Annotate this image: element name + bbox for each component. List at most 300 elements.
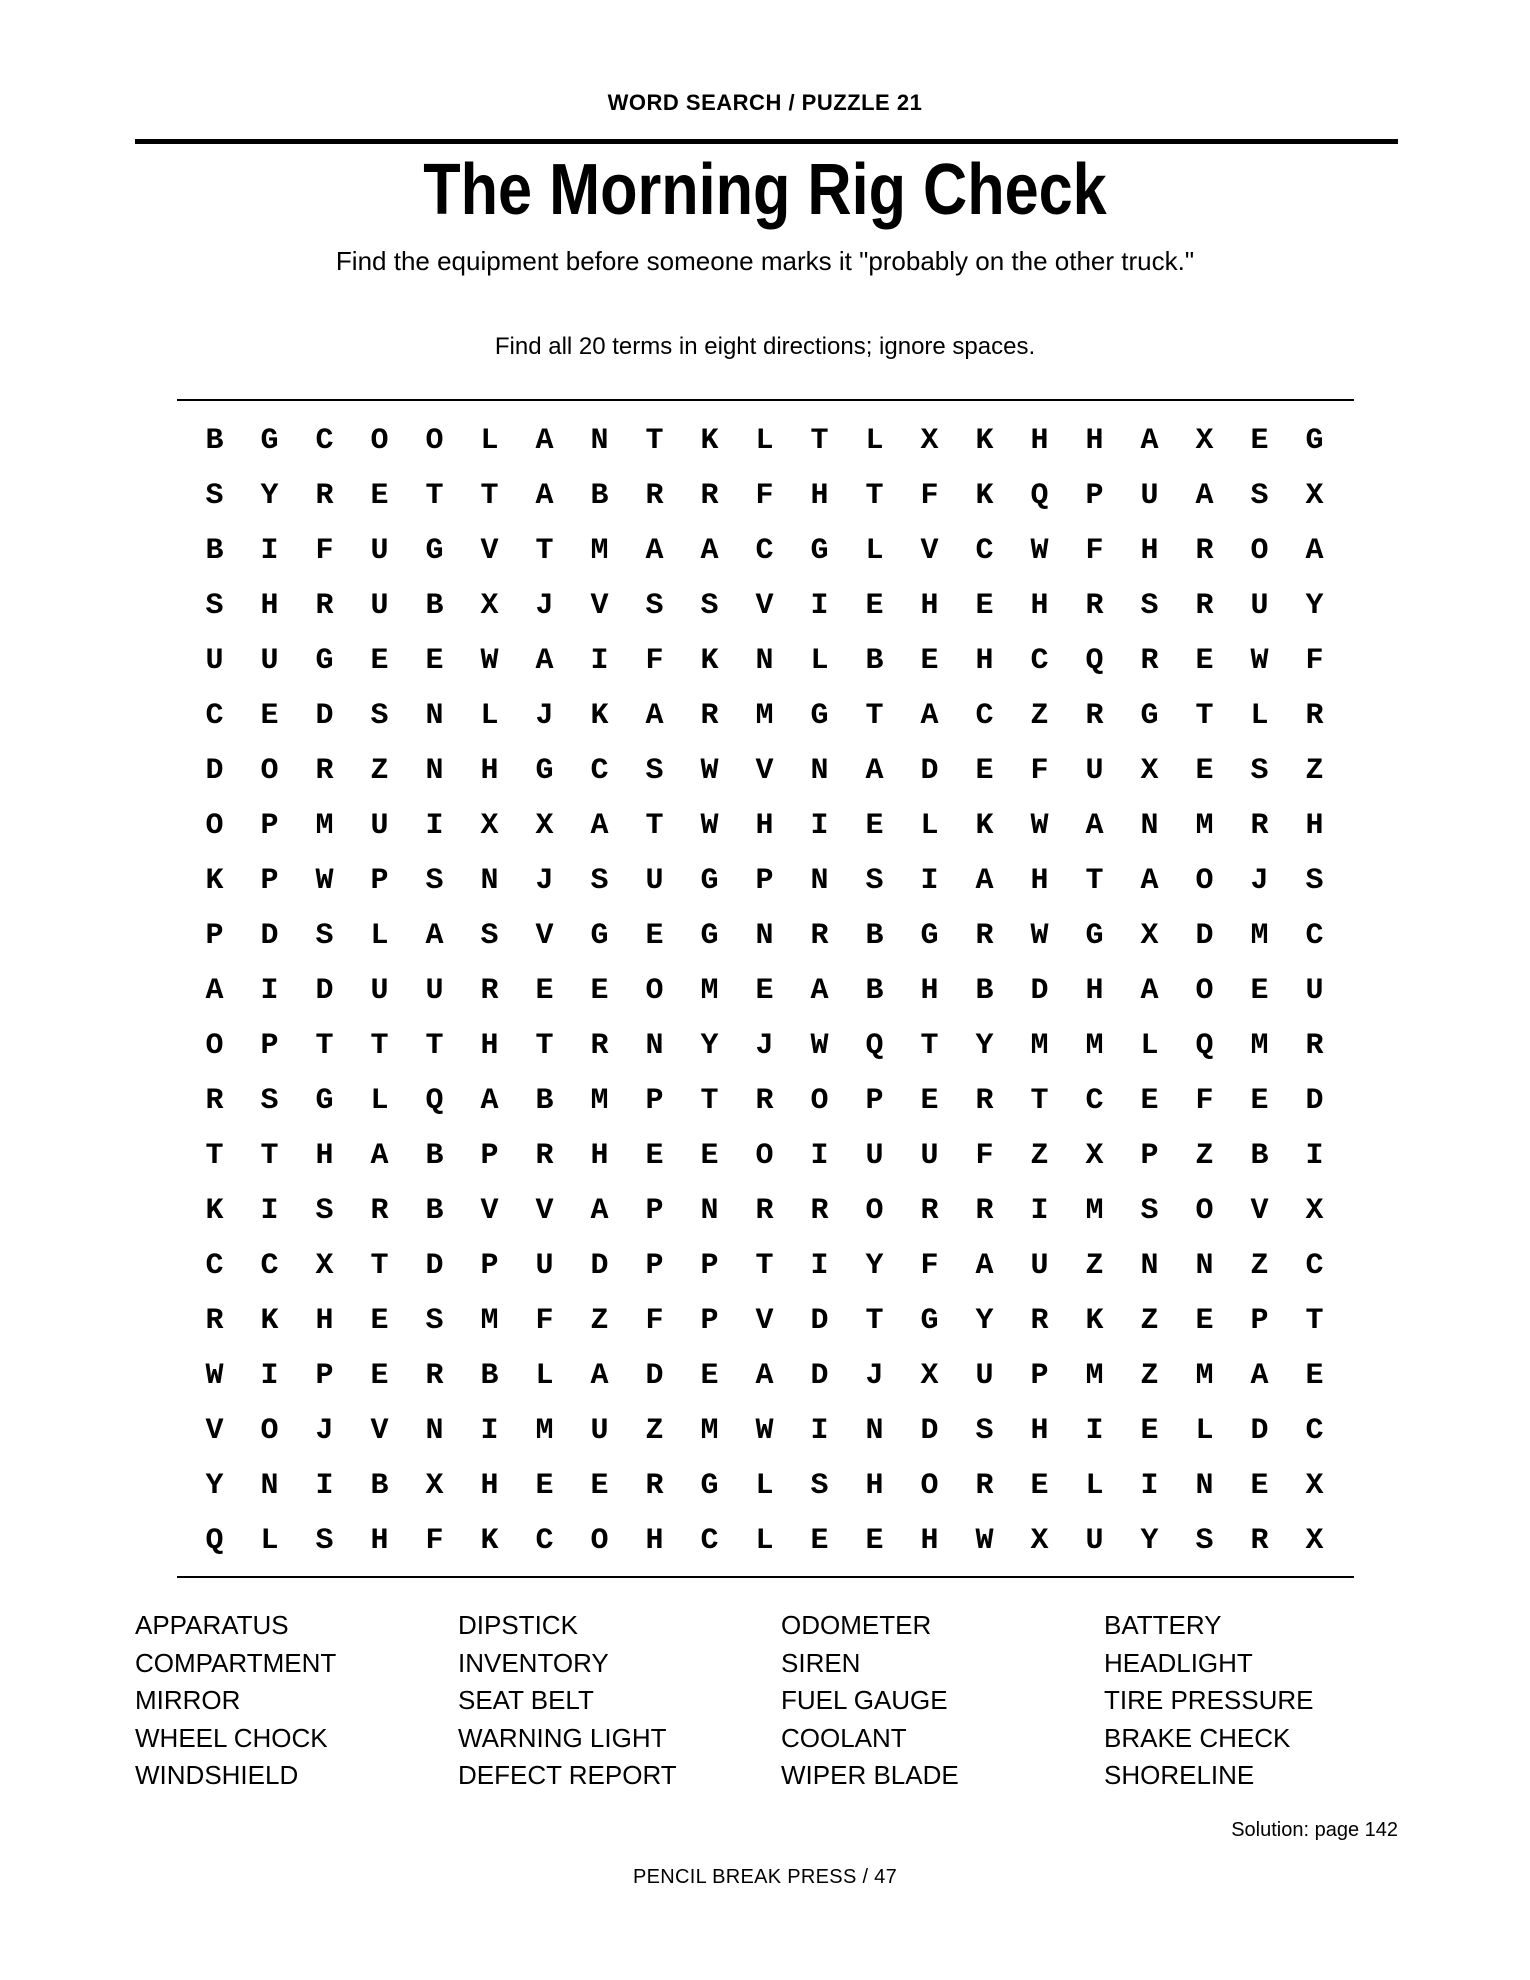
- grid-letter[interactable]: X: [1195, 423, 1214, 458]
- grid-letter[interactable]: E: [1250, 1468, 1269, 1503]
- grid-letter[interactable]: D: [1030, 973, 1049, 1008]
- grid-letter[interactable]: T: [370, 1248, 389, 1283]
- grid-letter[interactable]: Y: [205, 1468, 224, 1503]
- grid-letter[interactable]: O: [205, 808, 224, 843]
- grid-letter[interactable]: T: [865, 1303, 884, 1338]
- grid-letter[interactable]: A: [590, 1358, 609, 1393]
- grid-letter[interactable]: R: [370, 1193, 389, 1228]
- grid-letter[interactable]: P: [370, 863, 389, 898]
- grid-letter[interactable]: B: [1250, 1138, 1269, 1173]
- grid-letter[interactable]: H: [260, 588, 279, 623]
- grid-letter[interactable]: C: [260, 1248, 279, 1283]
- grid-letter[interactable]: S: [1250, 478, 1269, 513]
- grid-letter[interactable]: E: [920, 643, 939, 678]
- grid-letter[interactable]: R: [315, 478, 334, 513]
- grid-letter[interactable]: R: [975, 918, 994, 953]
- grid-letter[interactable]: Y: [1140, 1523, 1159, 1558]
- grid-letter[interactable]: R: [755, 1193, 774, 1228]
- grid-letter[interactable]: R: [1250, 1523, 1269, 1558]
- grid-letter[interactable]: J: [865, 1358, 884, 1393]
- grid-letter[interactable]: I: [315, 1468, 334, 1503]
- grid-letter[interactable]: T: [755, 1248, 774, 1283]
- grid-letter[interactable]: U: [590, 1413, 609, 1448]
- grid-letter[interactable]: I: [260, 1193, 279, 1228]
- grid-letter[interactable]: F: [920, 1248, 939, 1283]
- grid-letter[interactable]: S: [1250, 753, 1269, 788]
- grid-letter[interactable]: E: [1140, 1083, 1159, 1118]
- grid-letter[interactable]: A: [975, 863, 994, 898]
- grid-letter[interactable]: R: [1305, 698, 1324, 733]
- grid-letter[interactable]: G: [590, 918, 609, 953]
- grid-letter[interactable]: Z: [1305, 753, 1324, 788]
- grid-letter[interactable]: X: [1305, 1468, 1324, 1503]
- grid-letter[interactable]: E: [1030, 1468, 1049, 1503]
- grid-letter[interactable]: S: [425, 863, 444, 898]
- grid-letter[interactable]: L: [535, 1358, 554, 1393]
- grid-letter[interactable]: T: [425, 1028, 444, 1063]
- grid-letter[interactable]: R: [205, 1303, 224, 1338]
- grid-letter[interactable]: X: [480, 588, 499, 623]
- grid-letter[interactable]: A: [1195, 478, 1214, 513]
- grid-letter[interactable]: R: [700, 478, 719, 513]
- grid-letter[interactable]: S: [315, 918, 334, 953]
- grid-letter[interactable]: E: [370, 643, 389, 678]
- grid-letter[interactable]: B: [535, 1083, 554, 1118]
- grid-letter[interactable]: S: [645, 753, 664, 788]
- grid-letter[interactable]: Q: [865, 1028, 884, 1063]
- grid-letter[interactable]: A: [645, 533, 664, 568]
- grid-letter[interactable]: H: [1030, 423, 1049, 458]
- grid-letter[interactable]: Z: [1030, 1138, 1049, 1173]
- grid-letter[interactable]: B: [480, 1358, 499, 1393]
- grid-letter[interactable]: N: [425, 698, 444, 733]
- grid-letter[interactable]: R: [535, 1138, 554, 1173]
- grid-letter[interactable]: A: [590, 1193, 609, 1228]
- grid-letter[interactable]: S: [315, 1193, 334, 1228]
- grid-letter[interactable]: U: [645, 863, 664, 898]
- grid-letter[interactable]: S: [370, 698, 389, 733]
- grid-letter[interactable]: I: [810, 1413, 829, 1448]
- grid-letter[interactable]: E: [865, 1523, 884, 1558]
- grid-letter[interactable]: V: [535, 1193, 554, 1228]
- grid-letter[interactable]: R: [1195, 533, 1214, 568]
- grid-letter[interactable]: P: [865, 1083, 884, 1118]
- grid-letter[interactable]: S: [480, 918, 499, 953]
- grid-letter[interactable]: D: [920, 1413, 939, 1448]
- grid-letter[interactable]: H: [480, 1468, 499, 1503]
- grid-letter[interactable]: G: [920, 1303, 939, 1338]
- grid-letter[interactable]: L: [1140, 1028, 1159, 1063]
- grid-letter[interactable]: T: [480, 478, 499, 513]
- grid-letter[interactable]: A: [535, 423, 554, 458]
- grid-letter[interactable]: N: [1140, 1248, 1159, 1283]
- grid-letter[interactable]: B: [425, 1193, 444, 1228]
- grid-letter[interactable]: N: [1195, 1468, 1214, 1503]
- grid-letter[interactable]: R: [425, 1358, 444, 1393]
- grid-letter[interactable]: K: [975, 808, 994, 843]
- grid-letter[interactable]: V: [920, 533, 939, 568]
- grid-letter[interactable]: A: [645, 698, 664, 733]
- grid-letter[interactable]: E: [1140, 1413, 1159, 1448]
- grid-letter[interactable]: L: [370, 918, 389, 953]
- grid-letter[interactable]: D: [260, 918, 279, 953]
- grid-letter[interactable]: Q: [1085, 643, 1104, 678]
- grid-letter[interactable]: D: [315, 973, 334, 1008]
- grid-letter[interactable]: J: [535, 588, 554, 623]
- grid-letter[interactable]: E: [1305, 1358, 1324, 1393]
- grid-letter[interactable]: M: [1085, 1193, 1104, 1228]
- grid-letter[interactable]: C: [205, 1248, 224, 1283]
- grid-letter[interactable]: P: [205, 918, 224, 953]
- grid-letter[interactable]: N: [590, 423, 609, 458]
- grid-letter[interactable]: E: [370, 1358, 389, 1393]
- grid-letter[interactable]: O: [1195, 863, 1214, 898]
- grid-letter[interactable]: N: [810, 753, 829, 788]
- grid-letter[interactable]: F: [425, 1523, 444, 1558]
- grid-letter[interactable]: H: [920, 973, 939, 1008]
- grid-letter[interactable]: M: [1030, 1028, 1049, 1063]
- grid-letter[interactable]: E: [975, 588, 994, 623]
- grid-letter[interactable]: O: [260, 753, 279, 788]
- grid-letter[interactable]: T: [865, 698, 884, 733]
- grid-letter[interactable]: R: [975, 1468, 994, 1503]
- grid-letter[interactable]: A: [1305, 533, 1324, 568]
- grid-letter[interactable]: Y: [1305, 588, 1324, 623]
- grid-letter[interactable]: E: [370, 478, 389, 513]
- grid-letter[interactable]: G: [425, 533, 444, 568]
- grid-letter[interactable]: M: [1250, 918, 1269, 953]
- grid-letter[interactable]: U: [260, 643, 279, 678]
- grid-letter[interactable]: E: [425, 643, 444, 678]
- grid-letter[interactable]: A: [1250, 1358, 1269, 1393]
- grid-letter[interactable]: S: [205, 588, 224, 623]
- grid-letter[interactable]: H: [480, 753, 499, 788]
- grid-letter[interactable]: G: [315, 1083, 334, 1118]
- grid-letter[interactable]: O: [425, 423, 444, 458]
- grid-letter[interactable]: X: [1140, 918, 1159, 953]
- grid-letter[interactable]: L: [755, 423, 774, 458]
- grid-letter[interactable]: K: [975, 478, 994, 513]
- grid-letter[interactable]: E: [370, 1303, 389, 1338]
- grid-letter[interactable]: M: [480, 1303, 499, 1338]
- grid-letter[interactable]: P: [700, 1248, 719, 1283]
- grid-letter[interactable]: M: [700, 973, 719, 1008]
- grid-letter[interactable]: X: [1305, 1523, 1324, 1558]
- grid-letter[interactable]: O: [1250, 533, 1269, 568]
- grid-letter[interactable]: W: [205, 1358, 224, 1393]
- grid-letter[interactable]: L: [1195, 1413, 1214, 1448]
- grid-letter[interactable]: F: [975, 1138, 994, 1173]
- grid-letter[interactable]: N: [480, 863, 499, 898]
- grid-letter[interactable]: E: [535, 973, 554, 1008]
- grid-letter[interactable]: C: [1305, 918, 1324, 953]
- grid-letter[interactable]: E: [1195, 1303, 1214, 1338]
- grid-letter[interactable]: V: [535, 918, 554, 953]
- grid-letter[interactable]: Z: [645, 1413, 664, 1448]
- grid-letter[interactable]: H: [1140, 533, 1159, 568]
- grid-letter[interactable]: G: [810, 698, 829, 733]
- grid-letter[interactable]: N: [700, 1193, 719, 1228]
- grid-letter[interactable]: V: [480, 533, 499, 568]
- grid-letter[interactable]: Y: [700, 1028, 719, 1063]
- grid-letter[interactable]: C: [1085, 1083, 1104, 1118]
- grid-letter[interactable]: K: [480, 1523, 499, 1558]
- grid-letter[interactable]: T: [700, 1083, 719, 1118]
- grid-letter[interactable]: D: [315, 698, 334, 733]
- grid-letter[interactable]: I: [1030, 1193, 1049, 1228]
- grid-letter[interactable]: H: [755, 808, 774, 843]
- grid-letter[interactable]: M: [1085, 1028, 1104, 1063]
- grid-letter[interactable]: C: [315, 423, 334, 458]
- grid-letter[interactable]: P: [260, 1028, 279, 1063]
- grid-letter[interactable]: A: [370, 1138, 389, 1173]
- grid-letter[interactable]: H: [1305, 808, 1324, 843]
- grid-letter[interactable]: S: [1140, 1193, 1159, 1228]
- grid-letter[interactable]: E: [920, 1083, 939, 1118]
- grid-letter[interactable]: S: [645, 588, 664, 623]
- grid-letter[interactable]: S: [975, 1413, 994, 1448]
- grid-letter[interactable]: T: [1030, 1083, 1049, 1118]
- grid-letter[interactable]: A: [205, 973, 224, 1008]
- grid-letter[interactable]: I: [810, 1248, 829, 1283]
- grid-letter[interactable]: W: [1250, 643, 1269, 678]
- grid-letter[interactable]: I: [260, 533, 279, 568]
- grid-letter[interactable]: N: [260, 1468, 279, 1503]
- grid-letter[interactable]: D: [1305, 1083, 1324, 1118]
- grid-letter[interactable]: H: [1030, 863, 1049, 898]
- grid-letter[interactable]: Y: [975, 1028, 994, 1063]
- grid-letter[interactable]: R: [1030, 1303, 1049, 1338]
- grid-letter[interactable]: U: [1085, 753, 1104, 788]
- grid-letter[interactable]: E: [755, 973, 774, 1008]
- grid-letter[interactable]: R: [975, 1083, 994, 1118]
- grid-letter[interactable]: K: [205, 1193, 224, 1228]
- grid-letter[interactable]: U: [1030, 1248, 1049, 1283]
- grid-letter[interactable]: M: [700, 1413, 719, 1448]
- grid-letter[interactable]: L: [480, 423, 499, 458]
- grid-letter[interactable]: U: [1140, 478, 1159, 513]
- grid-letter[interactable]: E: [865, 808, 884, 843]
- grid-letter[interactable]: I: [590, 643, 609, 678]
- grid-letter[interactable]: A: [535, 643, 554, 678]
- grid-letter[interactable]: C: [1030, 643, 1049, 678]
- grid-letter[interactable]: Y: [260, 478, 279, 513]
- grid-letter[interactable]: Y: [865, 1248, 884, 1283]
- grid-letter[interactable]: T: [205, 1138, 224, 1173]
- grid-letter[interactable]: A: [975, 1248, 994, 1283]
- grid-letter[interactable]: D: [1250, 1413, 1269, 1448]
- grid-letter[interactable]: O: [370, 423, 389, 458]
- grid-letter[interactable]: S: [1305, 863, 1324, 898]
- grid-letter[interactable]: K: [975, 423, 994, 458]
- grid-letter[interactable]: R: [810, 1193, 829, 1228]
- grid-letter[interactable]: L: [260, 1523, 279, 1558]
- grid-letter[interactable]: H: [315, 1303, 334, 1338]
- grid-letter[interactable]: R: [645, 478, 664, 513]
- grid-letter[interactable]: L: [810, 643, 829, 678]
- grid-letter[interactable]: R: [1250, 808, 1269, 843]
- grid-letter[interactable]: I: [425, 808, 444, 843]
- grid-letter[interactable]: E: [1195, 753, 1214, 788]
- grid-letter[interactable]: O: [1195, 973, 1214, 1008]
- grid-letter[interactable]: Z: [590, 1303, 609, 1338]
- grid-letter[interactable]: H: [370, 1523, 389, 1558]
- grid-letter[interactable]: C: [975, 698, 994, 733]
- grid-letter[interactable]: I: [260, 1358, 279, 1393]
- grid-letter[interactable]: I: [810, 808, 829, 843]
- grid-letter[interactable]: A: [920, 698, 939, 733]
- grid-letter[interactable]: R: [755, 1083, 774, 1118]
- grid-letter[interactable]: H: [920, 588, 939, 623]
- grid-letter[interactable]: M: [535, 1413, 554, 1448]
- grid-letter[interactable]: M: [1250, 1028, 1269, 1063]
- grid-letter[interactable]: T: [920, 1028, 939, 1063]
- grid-letter[interactable]: F: [645, 643, 664, 678]
- grid-letter[interactable]: R: [645, 1468, 664, 1503]
- grid-letter[interactable]: U: [205, 643, 224, 678]
- grid-letter[interactable]: X: [425, 1468, 444, 1503]
- grid-letter[interactable]: G: [535, 753, 554, 788]
- grid-letter[interactable]: L: [755, 1523, 774, 1558]
- grid-letter[interactable]: O: [205, 1028, 224, 1063]
- grid-letter[interactable]: I: [1305, 1138, 1324, 1173]
- grid-letter[interactable]: S: [205, 478, 224, 513]
- grid-letter[interactable]: E: [645, 1138, 664, 1173]
- grid-letter[interactable]: R: [1085, 588, 1104, 623]
- grid-letter[interactable]: R: [315, 753, 334, 788]
- grid-letter[interactable]: S: [425, 1303, 444, 1338]
- grid-letter[interactable]: O: [755, 1138, 774, 1173]
- grid-letter[interactable]: T: [1195, 698, 1214, 733]
- grid-letter[interactable]: W: [700, 753, 719, 788]
- grid-letter[interactable]: R: [480, 973, 499, 1008]
- grid-letter[interactable]: L: [370, 1083, 389, 1118]
- grid-letter[interactable]: A: [810, 973, 829, 1008]
- grid-letter[interactable]: A: [700, 533, 719, 568]
- grid-letter[interactable]: D: [920, 753, 939, 788]
- grid-letter[interactable]: N: [425, 1413, 444, 1448]
- grid-letter[interactable]: O: [260, 1413, 279, 1448]
- grid-letter[interactable]: B: [205, 533, 224, 568]
- grid-letter[interactable]: G: [260, 423, 279, 458]
- grid-letter[interactable]: E: [590, 1468, 609, 1503]
- grid-letter[interactable]: V: [1250, 1193, 1269, 1228]
- grid-letter[interactable]: N: [755, 643, 774, 678]
- grid-letter[interactable]: G: [810, 533, 829, 568]
- grid-letter[interactable]: I: [810, 588, 829, 623]
- grid-letter[interactable]: W: [1030, 533, 1049, 568]
- grid-letter[interactable]: U: [865, 1138, 884, 1173]
- grid-letter[interactable]: V: [370, 1413, 389, 1448]
- grid-letter[interactable]: Y: [975, 1303, 994, 1338]
- grid-letter[interactable]: J: [535, 698, 554, 733]
- grid-letter[interactable]: E: [1250, 423, 1269, 458]
- grid-letter[interactable]: H: [920, 1523, 939, 1558]
- grid-letter[interactable]: I: [1085, 1413, 1104, 1448]
- grid-letter[interactable]: Q: [1195, 1028, 1214, 1063]
- grid-letter[interactable]: L: [755, 1468, 774, 1503]
- grid-letter[interactable]: P: [645, 1193, 664, 1228]
- grid-letter[interactable]: M: [315, 808, 334, 843]
- grid-letter[interactable]: R: [975, 1193, 994, 1228]
- grid-letter[interactable]: D: [645, 1358, 664, 1393]
- grid-letter[interactable]: Z: [1140, 1303, 1159, 1338]
- grid-letter[interactable]: H: [1030, 588, 1049, 623]
- grid-letter[interactable]: P: [755, 863, 774, 898]
- grid-letter[interactable]: E: [865, 588, 884, 623]
- grid-letter[interactable]: E: [590, 973, 609, 1008]
- grid-letter[interactable]: R: [590, 1028, 609, 1063]
- grid-letter[interactable]: G: [920, 918, 939, 953]
- grid-letter[interactable]: V: [205, 1413, 224, 1448]
- grid-letter[interactable]: P: [1250, 1303, 1269, 1338]
- grid-letter[interactable]: N: [810, 863, 829, 898]
- grid-letter[interactable]: A: [480, 1083, 499, 1118]
- grid-letter[interactable]: I: [920, 863, 939, 898]
- grid-letter[interactable]: R: [1140, 643, 1159, 678]
- grid-letter[interactable]: F: [920, 478, 939, 513]
- grid-letter[interactable]: T: [425, 478, 444, 513]
- grid-letter[interactable]: P: [1140, 1138, 1159, 1173]
- grid-letter[interactable]: U: [920, 1138, 939, 1173]
- grid-letter[interactable]: X: [480, 808, 499, 843]
- grid-letter[interactable]: H: [480, 1028, 499, 1063]
- grid-letter[interactable]: O: [645, 973, 664, 1008]
- grid-letter[interactable]: A: [865, 753, 884, 788]
- grid-letter[interactable]: T: [645, 423, 664, 458]
- grid-letter[interactable]: B: [370, 1468, 389, 1503]
- grid-letter[interactable]: E: [645, 918, 664, 953]
- grid-letter[interactable]: F: [1305, 643, 1324, 678]
- grid-letter[interactable]: P: [260, 863, 279, 898]
- grid-letter[interactable]: S: [700, 588, 719, 623]
- grid-letter[interactable]: A: [1085, 808, 1104, 843]
- grid-letter[interactable]: Z: [1250, 1248, 1269, 1283]
- grid-letter[interactable]: U: [370, 588, 389, 623]
- grid-letter[interactable]: H: [1030, 1413, 1049, 1448]
- grid-letter[interactable]: R: [1305, 1028, 1324, 1063]
- grid-letter[interactable]: T: [535, 533, 554, 568]
- grid-letter[interactable]: M: [1195, 1358, 1214, 1393]
- grid-letter[interactable]: J: [1250, 863, 1269, 898]
- grid-letter[interactable]: S: [315, 1523, 334, 1558]
- grid-letter[interactable]: E: [535, 1468, 554, 1503]
- grid-letter[interactable]: U: [370, 973, 389, 1008]
- grid-letter[interactable]: B: [975, 973, 994, 1008]
- grid-letter[interactable]: M: [755, 698, 774, 733]
- grid-letter[interactable]: S: [590, 863, 609, 898]
- grid-letter[interactable]: H: [1085, 973, 1104, 1008]
- grid-letter[interactable]: R: [205, 1083, 224, 1118]
- grid-letter[interactable]: S: [1195, 1523, 1214, 1558]
- grid-letter[interactable]: K: [1085, 1303, 1104, 1338]
- grid-letter[interactable]: V: [755, 588, 774, 623]
- grid-letter[interactable]: C: [975, 533, 994, 568]
- grid-letter[interactable]: B: [425, 1138, 444, 1173]
- grid-letter[interactable]: S: [1140, 588, 1159, 623]
- grid-letter[interactable]: Z: [1085, 1248, 1104, 1283]
- grid-letter[interactable]: L: [865, 423, 884, 458]
- grid-letter[interactable]: F: [1085, 533, 1104, 568]
- grid-letter[interactable]: B: [590, 478, 609, 513]
- grid-letter[interactable]: D: [810, 1303, 829, 1338]
- grid-letter[interactable]: O: [920, 1468, 939, 1503]
- grid-letter[interactable]: Q: [205, 1523, 224, 1558]
- grid-letter[interactable]: W: [810, 1028, 829, 1063]
- grid-letter[interactable]: H: [1085, 423, 1104, 458]
- grid-letter[interactable]: A: [425, 918, 444, 953]
- grid-letter[interactable]: C: [205, 698, 224, 733]
